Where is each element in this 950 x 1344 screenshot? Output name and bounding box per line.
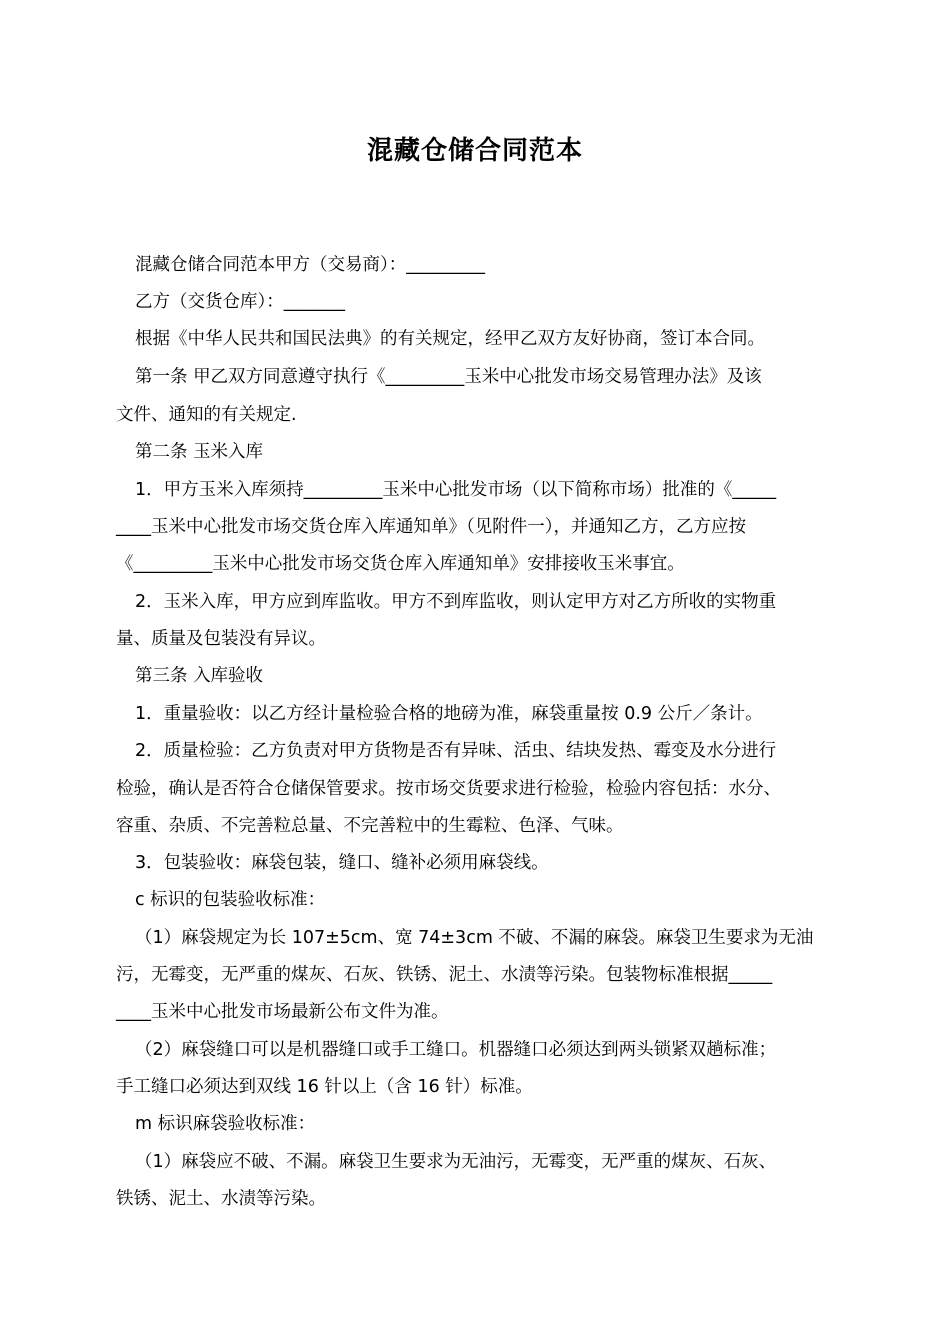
c-mark-item-2-line-2: 手工缝口必须达到双线 16 针以上（含 16 针）标准。 [116,1077,533,1097]
preamble-line: 根据《中华人民共和国民法典》的有关规定，经甲乙双方友好协商，签订本合同。 [135,329,765,349]
m-mark-item-1-line-2: 铁锈、泥土、水渍等污染。 [116,1189,326,1209]
article-2-item-2-line-1: 2．玉米入库，甲方应到库监收。甲方不到库监收，则认定甲方对乙方所收的实物重 [135,592,777,612]
c-mark-item-1-line-1: （1）麻袋规定为长 107±5cm、宽 74±3cm 不破、不漏的麻袋。麻袋卫生要求为无油 [135,928,814,948]
article-1-line-2: 文件、通知的有关规定. [116,405,297,425]
article-3-item-2-line-1: 2．质量检验：乙方负责对甲方货物是否有异味、活虫、结块发热、霉变及水分进行 [135,741,777,761]
c-mark-item-1-line-2: 污，无霉变，无严重的煤灰、石灰、铁锈、泥土、水渍等污染。包装物标准根据_____ [116,965,773,985]
c-mark-item-2-line-1: （2）麻袋缝口可以是机器缝口或手工缝口。机器缝口必须达到两头锁紧双趟标准； [135,1040,777,1060]
article-2-heading: 第二条 玉米入库 [135,442,264,462]
article-3-item-3: 3．包装验收：麻袋包装，缝口、缝补必须用麻袋线。 [135,853,549,873]
m-mark-item-1-line-1: （1）麻袋应不破、不漏。麻袋卫生要求为无油污，无霉变，无严重的煤灰、石灰、 [135,1152,777,1172]
article-2-item-1-line-1: 1．甲方玉米入库须持_________玉米中心批发市场（以下简称市场）批准的《_____ [135,480,777,500]
document-title: 混藏仓储合同范本 [366,136,583,166]
article-2-item-2-line-2: 量、质量及包装没有异议。 [116,629,326,649]
party-a-line: 混藏仓储合同范本甲方（交易商）：_________ [135,255,485,275]
c-mark-item-1-line-3: ____玉米中心批发市场最新公布文件为准。 [116,1002,449,1022]
article-2-item-1-line-2: ____玉米中心批发市场交货仓库入库通知单》（见附件一），并通知乙方，乙方应按 [116,517,746,537]
m-mark-heading: m 标识麻袋验收标准： [135,1114,316,1134]
party-b-line: 乙方（交货仓库）：_______ [135,292,345,312]
article-2-item-1-line-3: 《_________玉米中心批发市场交货仓库入库通知单》安排接收玉米事宜。 [116,554,685,574]
article-3-item-2-line-3: 容重、杂质、不完善粒总量、不完善粒中的生霉粒、色泽、气味。 [116,816,624,836]
article-3-item-2-line-2: 检验，确认是否符合仓储保管要求。按市场交货要求进行检验，检验内容包括：水分、 [116,779,781,799]
article-3-heading: 第三条 入库验收 [135,666,264,686]
article-1-line-1: 第一条 甲乙双方同意遵守执行《_________玉米中心批发市场交易管理办法》及该 [135,367,762,387]
c-mark-heading: c 标识的包装验收标准： [135,890,326,910]
article-3-item-1: 1．重量验收：以乙方经计量检验合格的地磅为准，麻袋重量按 0.9 公斤／条计。 [135,704,763,724]
